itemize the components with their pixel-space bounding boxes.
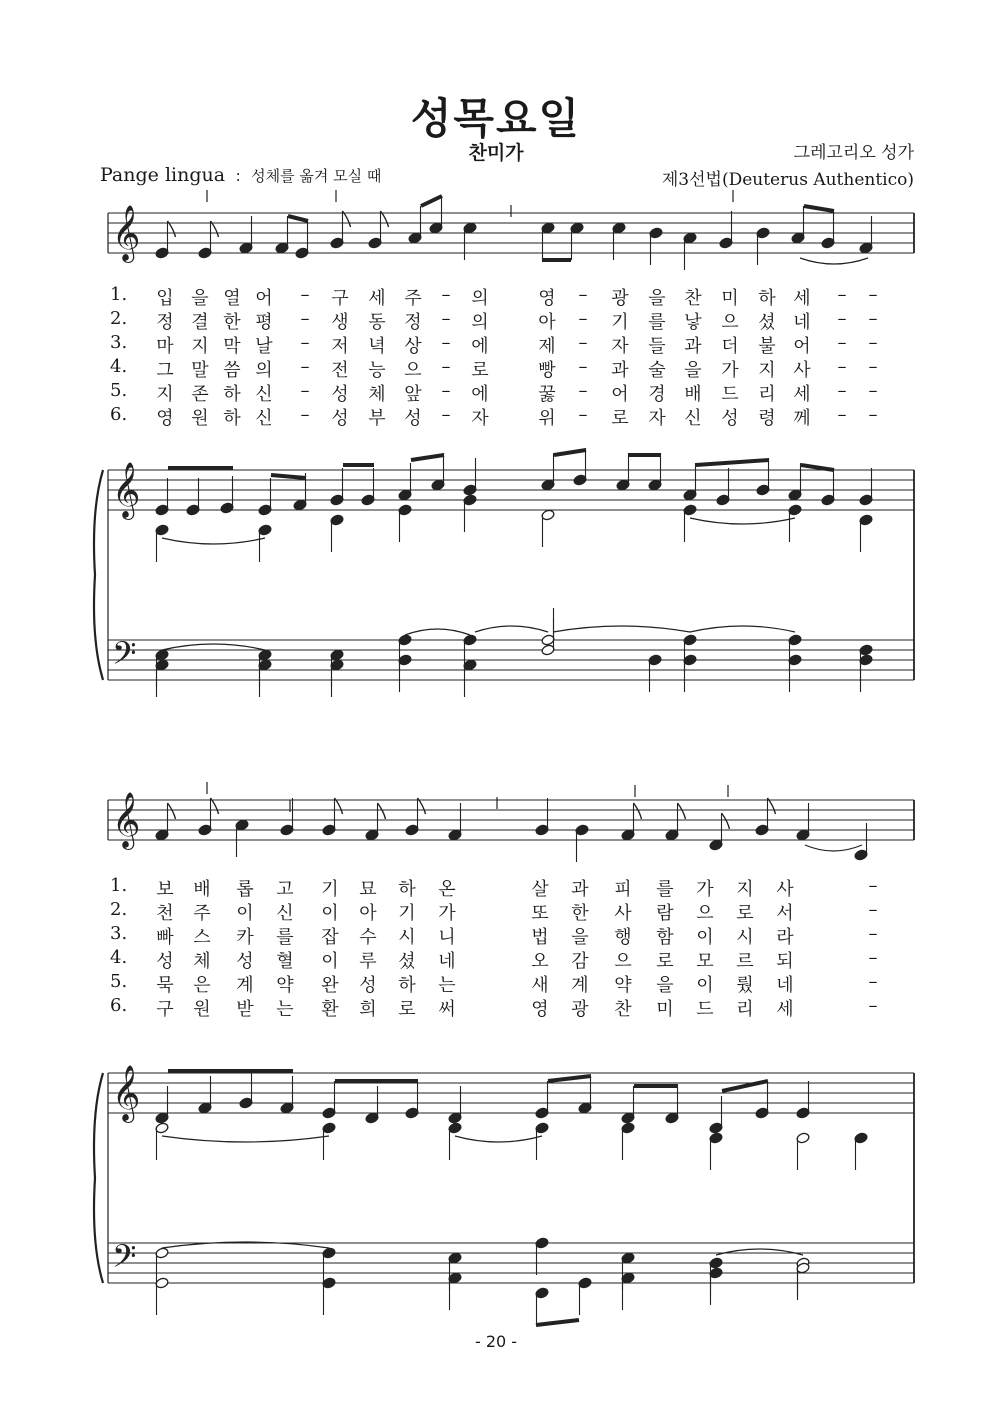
lyric-syllable: 그 [156, 360, 174, 381]
lyric-syllable: – [868, 284, 878, 305]
slur [553, 626, 690, 632]
lyric-syllable: – [868, 923, 878, 944]
lyric-syllable: 하 [223, 384, 241, 405]
verse-number: 4. [110, 356, 128, 377]
piano-brace [94, 1073, 103, 1283]
verse-number: 6. [110, 995, 128, 1016]
lyric-syllable: 희 [359, 999, 377, 1020]
page-subtitle: 찬미가 [468, 142, 524, 164]
lyric-syllable: 자 [471, 408, 489, 429]
lyric-syllable: 를 [656, 879, 674, 900]
slur [455, 1136, 542, 1142]
lyric-syllable: 지 [758, 360, 776, 381]
lyric-syllable: 약 [614, 975, 632, 996]
lyric-syllable: 성 [359, 975, 377, 996]
lyric-syllable: 약 [276, 975, 294, 996]
composer-credit: 그레고리오 성가 [793, 143, 914, 163]
lyric-syllable: 르 [736, 951, 754, 972]
lyric-syllable: 세 [793, 288, 811, 309]
page-number: - 20 - [474, 1332, 518, 1351]
verse-number: 1. [110, 284, 128, 305]
lyric-syllable: 아 [538, 312, 556, 333]
lyric-syllable: 계 [236, 975, 254, 996]
lyric-syllable: 평 [255, 312, 273, 333]
lyric-syllable: 네 [438, 951, 456, 972]
note-beam [696, 460, 769, 465]
lyric-syllable: 가 [438, 903, 456, 924]
lyric-syllable: 찬 [684, 288, 702, 309]
lyric-syllable: 신 [255, 408, 273, 429]
lyric-syllable: 또 [531, 903, 549, 924]
lyric-syllable: 사 [793, 360, 811, 381]
lyric-syllable: 성 [721, 408, 739, 429]
lyric-syllable: 을 [684, 360, 702, 381]
note-flag [678, 803, 686, 819]
lyric-syllable: – [868, 995, 878, 1016]
lyric-syllable: 녁 [368, 336, 386, 357]
lyric-syllable: 써 [438, 999, 456, 1020]
lyric-syllable: 기 [611, 312, 629, 333]
lyric-syllable: 리 [736, 999, 754, 1020]
lyric-syllable: – [868, 404, 878, 425]
lyric-syllable: 께 [793, 408, 811, 429]
lyric-syllable: 자 [611, 336, 629, 357]
lyric-syllable: 체 [368, 384, 386, 405]
lyric-syllable: 은 [193, 975, 211, 996]
slur [405, 629, 470, 635]
lyric-syllable: 온 [438, 879, 456, 900]
lyric-syllable: 구 [156, 999, 174, 1020]
lyric-syllable: 롭 [236, 879, 254, 900]
lyric-syllable: – [300, 308, 310, 329]
lyric-syllable: 이 [696, 975, 714, 996]
lyric-syllable: 니 [438, 927, 456, 948]
lyric-syllable: 한 [571, 903, 589, 924]
lyric-syllable: – [578, 356, 588, 377]
verse-number: 5. [110, 971, 128, 992]
lyric-syllable: 꿇 [538, 384, 556, 405]
lyric-syllable: 영 [531, 999, 549, 1020]
verse-number: 3. [110, 332, 128, 353]
lyric-syllable: 들 [648, 336, 666, 357]
lyric-syllable: 정 [404, 312, 422, 333]
lyric-syllable: 행 [614, 927, 632, 948]
lyric-syllable: 을 [191, 288, 209, 309]
lyric-syllable: – [578, 284, 588, 305]
lyric-syllable: 구 [331, 288, 349, 309]
note-beam [411, 455, 444, 460]
lyric-syllable: – [868, 971, 878, 992]
verse-number: 2. [110, 308, 128, 329]
lyric-syllable: 미 [721, 288, 739, 309]
lyric-syllable: 위 [538, 408, 556, 429]
lyric-syllable: 경 [648, 384, 666, 405]
lyric-syllable: 이 [236, 903, 254, 924]
lyric-syllable: 과 [684, 336, 702, 357]
lyric-syllable: 마 [156, 336, 174, 357]
lyric-syllable: – [868, 356, 878, 377]
treble-clef-icon: 𝄞 [112, 792, 141, 848]
lyric-syllable: 셨 [398, 951, 416, 972]
lyric-syllable: 의 [471, 288, 489, 309]
lyric-syllable: 서 [776, 903, 794, 924]
lyric-syllable: 체 [193, 951, 211, 972]
lyric-syllable: 하 [758, 288, 776, 309]
lyric-syllable: 완 [321, 975, 339, 996]
pange-lingua-colon: : [230, 167, 246, 185]
lyric-syllable: 시 [736, 927, 754, 948]
lyric-syllable: 령 [758, 408, 776, 429]
lyric-syllable: 스 [193, 927, 211, 948]
lyric-syllable: – [578, 308, 588, 329]
lyric-syllable: 되 [776, 951, 794, 972]
lyric-syllable: – [837, 284, 847, 305]
lyric-syllable: 불 [758, 336, 776, 357]
lyrics-block-2 [110, 875, 890, 1025]
lyric-syllable: 존 [191, 384, 209, 405]
lyric-syllable: 으 [404, 360, 422, 381]
lyric-syllable: 자 [648, 408, 666, 429]
lyric-syllable: 법 [531, 927, 549, 948]
lyric-syllable: 는 [438, 975, 456, 996]
lyric-syllable: 새 [531, 975, 549, 996]
bass-clef-icon: 𝄢 [112, 635, 137, 679]
verse-number: 3. [110, 923, 128, 944]
lyric-syllable: 드 [696, 999, 714, 1020]
lyric-syllable: 루 [359, 951, 377, 972]
lyric-syllable: 빠 [156, 927, 174, 948]
lyric-syllable: 을 [648, 288, 666, 309]
lyric-syllable: – [441, 284, 451, 305]
lyric-syllable: 람 [656, 903, 674, 924]
note-beam [804, 206, 834, 211]
lyric-syllable: 로 [656, 951, 674, 972]
lyric-syllable: 미 [656, 999, 674, 1020]
lyric-syllable: 계 [571, 975, 589, 996]
lyric-syllable: 배 [193, 879, 211, 900]
lyric-syllable: 의 [471, 312, 489, 333]
lyric-syllable: 을 [571, 927, 589, 948]
piano-brace [94, 470, 103, 680]
lyric-syllable: 광 [571, 999, 589, 1020]
lyric-syllable: – [868, 380, 878, 401]
lyric-syllable: – [868, 875, 878, 896]
lyric-syllable: 성 [331, 384, 349, 405]
lyric-syllable: 아 [359, 903, 377, 924]
slur [690, 518, 795, 524]
lyric-syllable: 천 [156, 903, 174, 924]
verse-number: 4. [110, 947, 128, 968]
lyric-syllable: 네 [776, 975, 794, 996]
lyric-syllable: 신 [255, 384, 273, 405]
treble-clef-icon: 𝄞 [112, 205, 141, 261]
lyric-syllable: 막 [223, 336, 241, 357]
lyric-syllable: – [441, 356, 451, 377]
lyric-syllable: – [837, 308, 847, 329]
lyric-syllable: – [837, 356, 847, 377]
note-beam [271, 475, 306, 478]
lyric-syllable: 로 [611, 408, 629, 429]
lyric-syllable: 저 [331, 336, 349, 357]
lyric-syllable: 입 [156, 288, 174, 309]
lyric-syllable: 로 [398, 999, 416, 1020]
lyric-syllable: 술 [648, 360, 666, 381]
lyric-syllable: 원 [191, 408, 209, 429]
lyric-syllable: 주 [193, 903, 211, 924]
lyric-syllable: 살 [531, 879, 549, 900]
slur [162, 538, 265, 544]
note-beam [536, 1320, 579, 1325]
lyrics-block-1 [110, 284, 890, 434]
lyric-syllable: 사 [776, 879, 794, 900]
lyric-syllable: 라 [776, 927, 794, 948]
lyric-syllable: 묘 [359, 879, 377, 900]
lyric-syllable: 감 [571, 951, 589, 972]
lyric-syllable: 과 [571, 879, 589, 900]
lyric-syllable: 광 [611, 288, 629, 309]
lyric-syllable: 혈 [276, 951, 294, 972]
lyric-syllable: 어 [255, 288, 273, 309]
lyric-syllable: 찬 [614, 999, 632, 1020]
lyric-syllable: 피 [614, 879, 632, 900]
lyric-syllable: – [868, 947, 878, 968]
lyric-syllable: 하 [398, 879, 416, 900]
lyric-syllable: 모 [696, 951, 714, 972]
lyric-syllable: 정 [156, 312, 174, 333]
lyric-syllable: 지 [156, 384, 174, 405]
lyric-syllable: – [300, 404, 310, 425]
lyric-syllable: 리 [758, 384, 776, 405]
lyric-syllable: 받 [236, 999, 254, 1020]
lyric-syllable: 배 [684, 384, 702, 405]
lyric-syllable: 영 [156, 408, 174, 429]
lyric-syllable: 말 [191, 360, 209, 381]
lyric-syllable: 고 [276, 879, 294, 900]
lyric-syllable: 기 [321, 879, 339, 900]
lyric-syllable: 가 [721, 360, 739, 381]
lyric-syllable: 네 [793, 312, 811, 333]
lyric-syllable: – [578, 404, 588, 425]
lyric-syllable: – [868, 332, 878, 353]
lyric-syllable: 드 [721, 384, 739, 405]
lyric-syllable: 으 [696, 903, 714, 924]
lyric-syllable: 의 [255, 360, 273, 381]
lyric-syllable: 성 [404, 408, 422, 429]
lyric-syllable: 빵 [538, 360, 556, 381]
lyric-syllable: 으 [721, 312, 739, 333]
lyric-syllable: 성 [331, 408, 349, 429]
lyric-syllable: 는 [276, 999, 294, 1020]
slur [716, 1249, 803, 1255]
note-flag [634, 803, 642, 819]
lyric-syllable: – [837, 404, 847, 425]
lyric-syllable: 열 [223, 288, 241, 309]
page-title: 성목요일 [410, 94, 582, 143]
lyric-syllable: 을 [656, 975, 674, 996]
lyric-syllable: 성 [236, 951, 254, 972]
lyric-syllable: – [837, 380, 847, 401]
lyric-syllable: 제 [538, 336, 556, 357]
lyric-syllable: – [441, 308, 451, 329]
lyric-syllable: 함 [656, 927, 674, 948]
verse-number: 6. [110, 404, 128, 425]
lyric-syllable: 에 [471, 384, 489, 405]
lyric-syllable: – [300, 356, 310, 377]
lyric-syllable: 지 [191, 336, 209, 357]
lyric-syllable: 더 [721, 336, 739, 357]
lyric-syllable: 를 [276, 927, 294, 948]
lyric-syllable: – [837, 332, 847, 353]
lyric-syllable: 에 [471, 336, 489, 357]
treble-clef-icon: 𝄞 [112, 462, 141, 518]
lyric-syllable: 로 [736, 903, 754, 924]
lyric-syllable: 시 [398, 927, 416, 948]
lyric-syllable: 낳 [684, 312, 702, 333]
slur [162, 644, 265, 650]
lyric-syllable: – [868, 308, 878, 329]
lyric-syllable: 가 [696, 879, 714, 900]
lyric-syllable: 지 [736, 879, 754, 900]
lyric-syllable: 세 [793, 384, 811, 405]
note-beam [548, 1076, 591, 1081]
lyric-syllable: 보 [156, 879, 174, 900]
lyric-syllable: 원 [193, 999, 211, 1020]
bass-clef-icon: 𝄢 [112, 1238, 137, 1282]
lyric-syllable: – [300, 284, 310, 305]
note-beam [554, 450, 586, 455]
lyric-syllable: 세 [776, 999, 794, 1020]
lyric-syllable: 날 [255, 336, 273, 357]
lyric-syllable: 이 [696, 927, 714, 948]
lyric-syllable: 환 [321, 999, 339, 1020]
lyric-syllable: 부 [368, 408, 386, 429]
slur [475, 626, 548, 632]
lyric-syllable: 이 [321, 951, 339, 972]
lyric-syllable: 앞 [404, 384, 422, 405]
note-beam [288, 216, 308, 221]
note-flag [378, 803, 386, 819]
lyric-syllable: 신 [684, 408, 702, 429]
lyric-syllable: 카 [236, 927, 254, 948]
lyric-syllable: 하 [398, 975, 416, 996]
lyric-syllable: 하 [223, 408, 241, 429]
lyric-syllable: – [441, 380, 451, 401]
pange-lingua-label: Pange lingua [100, 164, 226, 186]
lyric-syllable: 를 [648, 312, 666, 333]
lyric-syllable: – [441, 332, 451, 353]
lyric-syllable: 동 [368, 312, 386, 333]
note-flag [168, 803, 176, 819]
lyric-syllable: – [578, 332, 588, 353]
lyric-syllable: 신 [276, 903, 294, 924]
slur [800, 258, 868, 264]
lyric-syllable: 으 [614, 951, 632, 972]
verse-number: 1. [110, 875, 128, 896]
slur [690, 626, 795, 632]
lyric-syllable: 어 [793, 336, 811, 357]
note-beam [801, 465, 834, 470]
lyric-syllable: – [441, 404, 451, 425]
lyric-syllable: 주 [404, 288, 422, 309]
lyric-syllable: 뤘 [736, 975, 754, 996]
lyric-syllable: 기 [398, 903, 416, 924]
lyric-syllable: – [578, 380, 588, 401]
treble-clef-icon: 𝄞 [112, 1065, 141, 1121]
lyric-syllable: 묵 [156, 975, 174, 996]
lyric-syllable: 수 [359, 927, 377, 948]
lyric-syllable: 오 [531, 951, 549, 972]
lyric-syllable: – [868, 899, 878, 920]
lyric-syllable: 이 [321, 903, 339, 924]
lyric-syllable: 사 [614, 903, 632, 924]
pange-lingua-description: 성체를 옮겨 모실 때 [251, 167, 382, 185]
verse-number: 2. [110, 899, 128, 920]
lyric-syllable: 과 [611, 360, 629, 381]
lyric-syllable: – [300, 332, 310, 353]
lyric-syllable: 로 [471, 360, 489, 381]
lyric-syllable: 셨 [758, 312, 776, 333]
lyric-syllable: 어 [611, 384, 629, 405]
lyric-syllable: 세 [368, 288, 386, 309]
slur [805, 845, 862, 851]
lyric-syllable: 능 [368, 360, 386, 381]
mode-label: 제3선법(Deuterus Authentico) [661, 170, 914, 190]
lyric-syllable: 한 [223, 312, 241, 333]
verse-number: 5. [110, 380, 128, 401]
note-flag [722, 813, 730, 829]
lyric-syllable: 전 [331, 360, 349, 381]
note-beam [421, 196, 442, 206]
lyric-syllable: 상 [404, 336, 422, 357]
lyric-syllable: 씀 [223, 360, 241, 381]
lyric-syllable: 성 [156, 951, 174, 972]
lyric-syllable: 잡 [321, 927, 339, 948]
slur [162, 1136, 329, 1142]
lyric-syllable: – [300, 380, 310, 401]
lyric-syllable: 결 [191, 312, 209, 333]
lyric-syllable: 영 [538, 288, 556, 309]
lyric-syllable: 생 [331, 312, 349, 333]
